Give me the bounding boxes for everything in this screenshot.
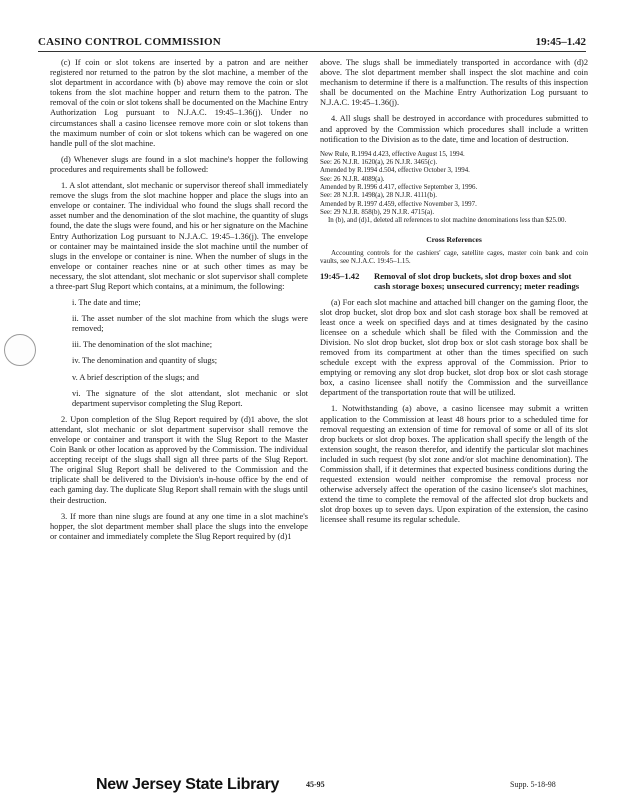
section-title: Removal of slot drop buckets, slot drop boxes and slot cash storage boxes; unsecured currency; meter readings (374, 271, 580, 292)
slug-report-item: iv. The denomination and quantity of slugs; (72, 356, 218, 366)
paragraph-a: (a) For each slot machine and attached bill changer on the gaming floor, the slot drop bucket, slot drop box and slot cash storage box shall be removed at least once a week on specified days and at times designated by the casino licensee on a schedule which shall be filed with the Commission and the Division. No slot drop bucket, slot drop box or slot cash storage box shall be removed from its compartment at other than the times specified on such schedule except with the express approval of the Commission. Prior to emptying or removing any slot drop bucket, slot drop box or slot cash storage box, a casino licensee shall notify the Commission and the surveillance department of the transportation route that will be utilized. (320, 297, 588, 398)
cross-references-title: Cross References (426, 235, 482, 245)
paragraph-a1: 1. Notwithstanding (a) above, a casino licensee may submit a written application to the Commission at least 48 hours prior to a scheduled time for removal requesting an extension of time for removal of some or all of its slot drop buckets or slot drop boxes. The application shall specify the length of the extension sought, the reason therefor, and identify the particular slot machines included in such request (by slot zone and/or slot machine denomination). The Commission shall, if it determines that expected business conditions during the requested extension would neither compromise the removal process nor otherwise adversely affect the operation of the casino licensee's slot machines, extend the time to complete the removal of the affected slot drop buckets and slot drop boxes up to seven days. Upon expiration of the extension, the casino licensee shall resume its regular schedule. (320, 404, 588, 525)
slug-report-item: vi. The signature of the slot attendant, slot mechanic or slot department supervisor completing the Slug Report. (72, 388, 308, 408)
history-line: See: 29 N.J.R. 858(b), 29 N.J.R. 4715(a). (320, 208, 435, 216)
history-line: In (b), and (d)1, deleted all references to slot machine denominations less than $25.00. (328, 217, 567, 225)
paragraph-d2: 2. Upon completion of the Slug Report required by (d)1 above, the slot attendant, slot mechanic or slot department supervisor shall remove the envelope or container and transport it with the Slug Report to the Master Coin Bank or other location as approved by the Commission. The individual accepting receipt of the slugs shall sign all three parts of the Slug Report. The original Slug Report shall be delivered to the Commission and the triplicate shall be delivered to the Division's in-house office by the end of each gaming day. The duplicate Slug Report shall remain with the slugs until their destruction. (50, 414, 308, 505)
history-notes (320, 151, 588, 226)
cross-references-text: Accounting controls for the cashiers' cage, satellite cages, master coin bank and coin vaults, see N.J.A.C. 19:45–1.15. (320, 248, 588, 265)
left-column (50, 58, 308, 548)
history-line: New Rule, R.1994 d.423, effective August 15, 1994. (320, 150, 465, 158)
history-line: Amended by R.1994 d.504, effective October 3, 1994. (320, 167, 470, 175)
paragraph-c: (c) If coin or slot tokens are inserted by a patron and are neither registered nor returned to the patron by the slot machine, a member of the slot department in accordance with (b) above may remove the coin or slot tokens from the slot machine hopper and return them to the patron. The removal of the coin or slot tokens shall be documented on the Machine Entry Authorization Log pursuant to N.J.A.C. 19:45–1.36(j). Under no circumstances shall a casino licensee remove more coin or slot tokens than the maximum number of coin or slot tokens which can be wagered on one handle pull of the slot machine. (50, 58, 308, 148)
history-line: See: 28 N.J.R. 1498(a), 28 N.J.R. 4111(b). (320, 192, 438, 200)
slug-report-item: iii. The denomination of the slot machine; (72, 340, 213, 350)
history-line: See: 26 N.J.R. 4089(a). (320, 175, 385, 183)
history-line: Amended by R.1997 d.459, effective November 3, 1997. (320, 200, 477, 208)
library-stamp: New Jersey State Library (96, 776, 280, 793)
slug-report-item: v. A brief description of the slugs; and (72, 372, 199, 382)
right-column (320, 58, 588, 532)
paragraph-d4: 4. All slugs shall be destroyed in accordance with procedures submitted to and approved by the Commission which procedures shall include a written notification to the Division as to the date, time and location of destruction. (320, 114, 588, 144)
paragraph-d3-continued: above. The slugs shall be immediately transported in accordance with (d)2 above. The slot department member shall inspect the slot machine and coin mechanism to determine if there is a malfunction. The results of this inspection shall be documented on the Machine Entry Authorization Log pursuant to N.J.A.C. 19:45–1.36(j). (320, 58, 588, 108)
section-heading (320, 271, 588, 291)
punch-hole (4, 334, 36, 366)
header-rule (38, 51, 586, 52)
paragraph-d3: 3. If more than nine slugs are found at any one time in a slot machine's hopper, the slot department member shall place the slugs into the envelope or container and immediately complete the Slug Report required by (d)1 (50, 511, 308, 541)
page-number: 45-95 (306, 780, 325, 789)
slug-report-item: i. The date and time; (72, 298, 141, 308)
paragraph-d1: 1. A slot attendant, slot mechanic or supervisor thereof shall immediately remove the slugs from the slot machine hopper and place the slugs into an envelope or container. The individual who found the slugs shall record the asset number and the denomination of the slot machine, the quantity of slugs found, the date the slugs were found, and his or her signature on the Machine Entry Authorization Log pursuant to N.J.A.C. 19:45–1.36(j). The envelope or container may be maintained inside the slot machine until the number of slugs in the envelope or container is nine. When the number of slugs in the envelope or container reaches nine or at such other times as may be necessary, the slot attendant, slot mechanic or slot supervisor shall complete a three-part Slug Report which contains, at a minimum, the following: (50, 181, 308, 291)
section-number: 19:45–1.42 (320, 271, 360, 282)
paragraph-d: (d) Whenever slugs are found in a slot machine's hopper the following procedures and requirements shall be followed: (50, 154, 308, 174)
running-header (38, 36, 586, 52)
history-line: Amended by R.1996 d.417, effective September 3, 1996. (320, 183, 478, 191)
header-section-range: 19:45–1.42 (535, 36, 586, 48)
header-title: CASINO CONTROL COMMISSION (38, 36, 221, 48)
supplement-date: Supp. 5-18-98 (510, 780, 556, 789)
history-line: See: 26 N.J.R. 1620(a), 26 N.J.R. 3465(c). (320, 159, 438, 167)
slug-report-item: ii. The asset number of the slot machine from which the slugs were removed; (72, 314, 308, 334)
